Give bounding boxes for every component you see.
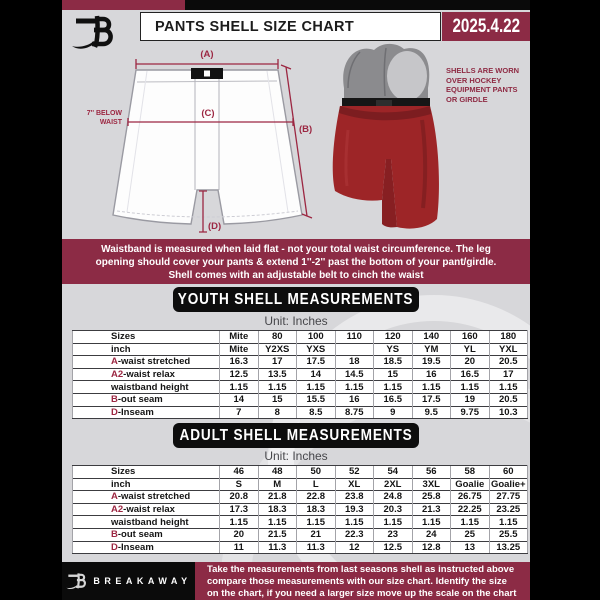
row-label-prefix: B <box>111 394 118 406</box>
row-label: waistband height <box>73 381 220 394</box>
cell-value: 18.5 <box>374 356 413 369</box>
diagram-label-a: (A) <box>200 49 214 60</box>
cell-value: 16 <box>335 393 374 406</box>
cell-value: 27.75 <box>489 491 528 504</box>
cell-value: 9.75 <box>451 406 490 419</box>
cell-value: 1.15 <box>374 381 413 394</box>
cell-value: 11.3 <box>297 541 336 554</box>
cell-value: 20.8 <box>220 491 259 504</box>
cell-value: 13 <box>451 541 490 554</box>
cell-value: 21.8 <box>258 491 297 504</box>
cell-value: 19.3 <box>335 503 374 516</box>
cell-value: S <box>220 478 259 491</box>
cell-value: 20 <box>451 356 490 369</box>
cell-value: 22.3 <box>335 528 374 541</box>
table-row <box>73 466 528 479</box>
cell-value: 16.5 <box>374 393 413 406</box>
cell-value: 14.5 <box>335 368 374 381</box>
cell-value: 12.5 <box>220 368 259 381</box>
cell-value: 19 <box>451 393 490 406</box>
cell-value: 23 <box>374 528 413 541</box>
adult-unit-label: Unit: Inches <box>264 449 328 463</box>
cell-value: 20.3 <box>374 503 413 516</box>
cell-value: 12.8 <box>412 541 451 554</box>
cell-value: Mite <box>220 343 259 356</box>
cell-value: 46 <box>220 466 259 479</box>
cell-value: 17.3 <box>220 503 259 516</box>
cell-value: 1.15 <box>258 516 297 529</box>
cell-value: 1.15 <box>451 516 490 529</box>
info-band-line: opening should cover your pants & extend 1''-2'' past the bottom of your pant/girdle. <box>95 257 497 268</box>
cell-value: 9.5 <box>412 406 451 419</box>
cell-value: 1.15 <box>451 381 490 394</box>
table-row <box>73 541 528 554</box>
row-label: D-Inseam <box>73 541 220 554</box>
adult-section-banner <box>173 423 419 448</box>
cell-value: 1.15 <box>412 381 451 394</box>
cell-value: XL <box>335 478 374 491</box>
shorts-outline <box>113 70 302 224</box>
brand-name: BREAKAWAY <box>93 576 192 586</box>
date-text: 2025.4.22 <box>452 15 520 37</box>
cell-value: 80 <box>258 331 297 344</box>
breakaway-logo-icon <box>69 12 115 52</box>
row-label-prefix: A <box>111 491 118 503</box>
cell-value: 58 <box>451 466 490 479</box>
cell-value: 12.5 <box>374 541 413 554</box>
table-row <box>73 406 528 419</box>
cell-value: 23.25 <box>489 503 528 516</box>
cell-value: 18.3 <box>258 503 297 516</box>
adult-banner-text: ADULT SHELL MEASUREMENTS <box>179 426 413 444</box>
cell-value: 180 <box>489 331 528 344</box>
cell-value: 15 <box>374 368 413 381</box>
top-strip-maroon <box>62 0 185 10</box>
cell-value: 1.15 <box>335 381 374 394</box>
cell-value: 17 <box>489 368 528 381</box>
table-row <box>73 381 528 394</box>
row-label: B-out seam <box>73 393 220 406</box>
top-strip-black <box>185 0 530 10</box>
cell-value: 48 <box>258 466 297 479</box>
cell-value: 1.15 <box>489 381 528 394</box>
cell-value: 8.5 <box>297 406 336 419</box>
row-label-prefix: D <box>111 541 118 553</box>
table-row <box>73 478 528 491</box>
waist-note-line: WAIST <box>99 118 122 126</box>
cell-value: 13.25 <box>489 541 528 554</box>
cell-value: 52 <box>335 466 374 479</box>
cell-value: 1.15 <box>335 516 374 529</box>
adult-measurements-table <box>72 465 528 554</box>
cell-value: 12 <box>335 541 374 554</box>
photo-note-line: OR GIRDLE <box>446 94 488 104</box>
youth-banner-text: YOUTH SHELL MEASUREMENTS <box>178 290 414 308</box>
cell-value: 11.3 <box>258 541 297 554</box>
photo-note-line: EQUIPMENT PANTS <box>446 85 518 94</box>
cell-value: 54 <box>374 466 413 479</box>
cell-value: 2XL <box>374 478 413 491</box>
cell-value: 100 <box>297 331 336 344</box>
cell-value: 20.5 <box>489 356 528 369</box>
cell-value: 56 <box>412 466 451 479</box>
cell-value: 8 <box>258 406 297 419</box>
cell-value: 17 <box>258 356 297 369</box>
cell-value: 16.3 <box>220 356 259 369</box>
cell-value: 16 <box>412 368 451 381</box>
cell-value: YL <box>451 343 490 356</box>
waist-note-line: 7'' BELOW <box>86 110 122 117</box>
cell-value: 1.15 <box>297 516 336 529</box>
cell-value: 14 <box>220 393 259 406</box>
cell-value: 3XL <box>412 478 451 491</box>
cell-value: M <box>258 478 297 491</box>
cell-value: 8.75 <box>335 406 374 419</box>
table-row <box>73 393 528 406</box>
row-label: inch <box>73 343 220 356</box>
cell-value: 1.15 <box>297 381 336 394</box>
cell-value: 15 <box>258 393 297 406</box>
row-label: inch <box>73 478 220 491</box>
diagram-label-b: (B) <box>299 124 313 135</box>
table-row <box>73 343 528 356</box>
breakaway-logo-icon <box>65 571 87 591</box>
row-label: D-Inseam <box>73 406 220 419</box>
cell-value: 1.15 <box>258 381 297 394</box>
cell-value: 18.3 <box>297 503 336 516</box>
cell-value: 1.15 <box>489 516 528 529</box>
info-band <box>62 239 530 284</box>
cell-value: 13.5 <box>258 368 297 381</box>
table-row <box>73 516 528 529</box>
row-label-prefix: A <box>111 356 118 368</box>
cell-value: 140 <box>412 331 451 344</box>
waist-note <box>76 110 122 127</box>
cell-value: 25.5 <box>489 528 528 541</box>
row-label-prefix: D <box>111 406 118 418</box>
cell-value: Goalie <box>451 478 490 491</box>
youth-section-banner <box>173 287 419 312</box>
diagram-label-d: (D) <box>208 221 222 232</box>
cell-value: 9 <box>374 406 413 419</box>
cell-value: 19.5 <box>412 356 451 369</box>
row-label: A-waist stretched <box>73 356 220 369</box>
cell-value: 25.8 <box>412 491 451 504</box>
row-label-prefix: A2 <box>111 369 124 381</box>
youth-measurements-table <box>72 330 528 419</box>
footer-brand <box>62 562 195 600</box>
page-title-text: PANTS SHELL SIZE CHART <box>155 18 355 35</box>
footer-note-line: compare those measurements with our size chart. Identify the size <box>207 576 507 588</box>
cell-value: 23.8 <box>335 491 374 504</box>
cell-value: 14 <box>297 368 336 381</box>
cell-value: 17.5 <box>297 356 336 369</box>
cell-value: 24.8 <box>374 491 413 504</box>
cell-value: 17.5 <box>412 393 451 406</box>
cell-value: 60 <box>489 466 528 479</box>
info-band-line: Shell comes with an adjustable belt to cinch the waist <box>168 270 424 281</box>
cell-value: 22.25 <box>451 503 490 516</box>
row-label: B-out seam <box>73 528 220 541</box>
cell-value: Y2XS <box>258 343 297 356</box>
cell-value: 15.5 <box>297 393 336 406</box>
cell-value: 25 <box>451 528 490 541</box>
page-title <box>140 12 441 41</box>
table-row <box>73 528 528 541</box>
photo-note <box>446 66 519 104</box>
table-row <box>73 491 528 504</box>
photo-note-line: SHELLS ARE WORN <box>446 66 520 75</box>
cell-value: 21.3 <box>412 503 451 516</box>
cell-value: 26.75 <box>451 491 490 504</box>
footer-note <box>195 562 530 600</box>
row-label-prefix: A2 <box>111 504 124 516</box>
cell-value: 50 <box>297 466 336 479</box>
cell-value: 22.8 <box>297 491 336 504</box>
cell-value: 110 <box>335 331 374 344</box>
cell-value: 11 <box>220 541 259 554</box>
cell-value <box>335 343 374 356</box>
cell-value: 1.15 <box>412 516 451 529</box>
photo-note-line: OVER HOCKEY <box>446 75 502 85</box>
table-row <box>73 356 528 369</box>
table-row <box>73 331 528 344</box>
row-label: A2-waist relax <box>73 368 220 381</box>
content-area <box>62 0 530 600</box>
row-label: Sizes <box>73 331 220 344</box>
info-band-line: Waistband is measured when laid flat - not your total waist circumference. The leg <box>101 244 491 255</box>
cell-value: 10.3 <box>489 406 528 419</box>
cell-value: 1.15 <box>374 516 413 529</box>
footer-note-line: Take the measurements from last seasons shell as instructed above <box>207 564 515 575</box>
cell-value: YXL <box>489 343 528 356</box>
table-row <box>73 368 528 381</box>
cell-value: 21 <box>297 528 336 541</box>
cell-value: YXS <box>297 343 336 356</box>
cell-value: L <box>297 478 336 491</box>
row-label: waistband height <box>73 516 220 529</box>
footer-note-line: on the chart, if you need a larger size move up the scale on the chart <box>207 588 517 600</box>
cell-value: 18 <box>335 356 374 369</box>
cell-value: 160 <box>451 331 490 344</box>
row-label: Sizes <box>73 466 220 479</box>
cell-value: Mite <box>220 331 259 344</box>
shell-photo <box>330 40 444 234</box>
row-label: A-waist stretched <box>73 491 220 504</box>
cell-value: Goalie+ <box>490 478 526 490</box>
diagram-label-c: (C) <box>201 108 215 119</box>
cell-value: 16.5 <box>451 368 490 381</box>
cell-value: YM <box>412 343 451 356</box>
cell-value: 1.15 <box>220 516 259 529</box>
youth-unit-label: Unit: Inches <box>264 314 328 328</box>
row-label-prefix: B <box>111 529 118 541</box>
cell-value: 20.5 <box>489 393 528 406</box>
footer <box>62 562 530 600</box>
cell-value: 21.5 <box>258 528 297 541</box>
date-badge <box>442 12 530 41</box>
cell-value: 20 <box>220 528 259 541</box>
pants-measurement-diagram <box>85 48 325 240</box>
cell-value: 120 <box>374 331 413 344</box>
cell-value: 24 <box>412 528 451 541</box>
cell-value: 1.15 <box>220 381 259 394</box>
cell-value: 7 <box>220 406 259 419</box>
row-label: A2-waist relax <box>73 503 220 516</box>
cell-value: YS <box>374 343 413 356</box>
table-row <box>73 503 528 516</box>
